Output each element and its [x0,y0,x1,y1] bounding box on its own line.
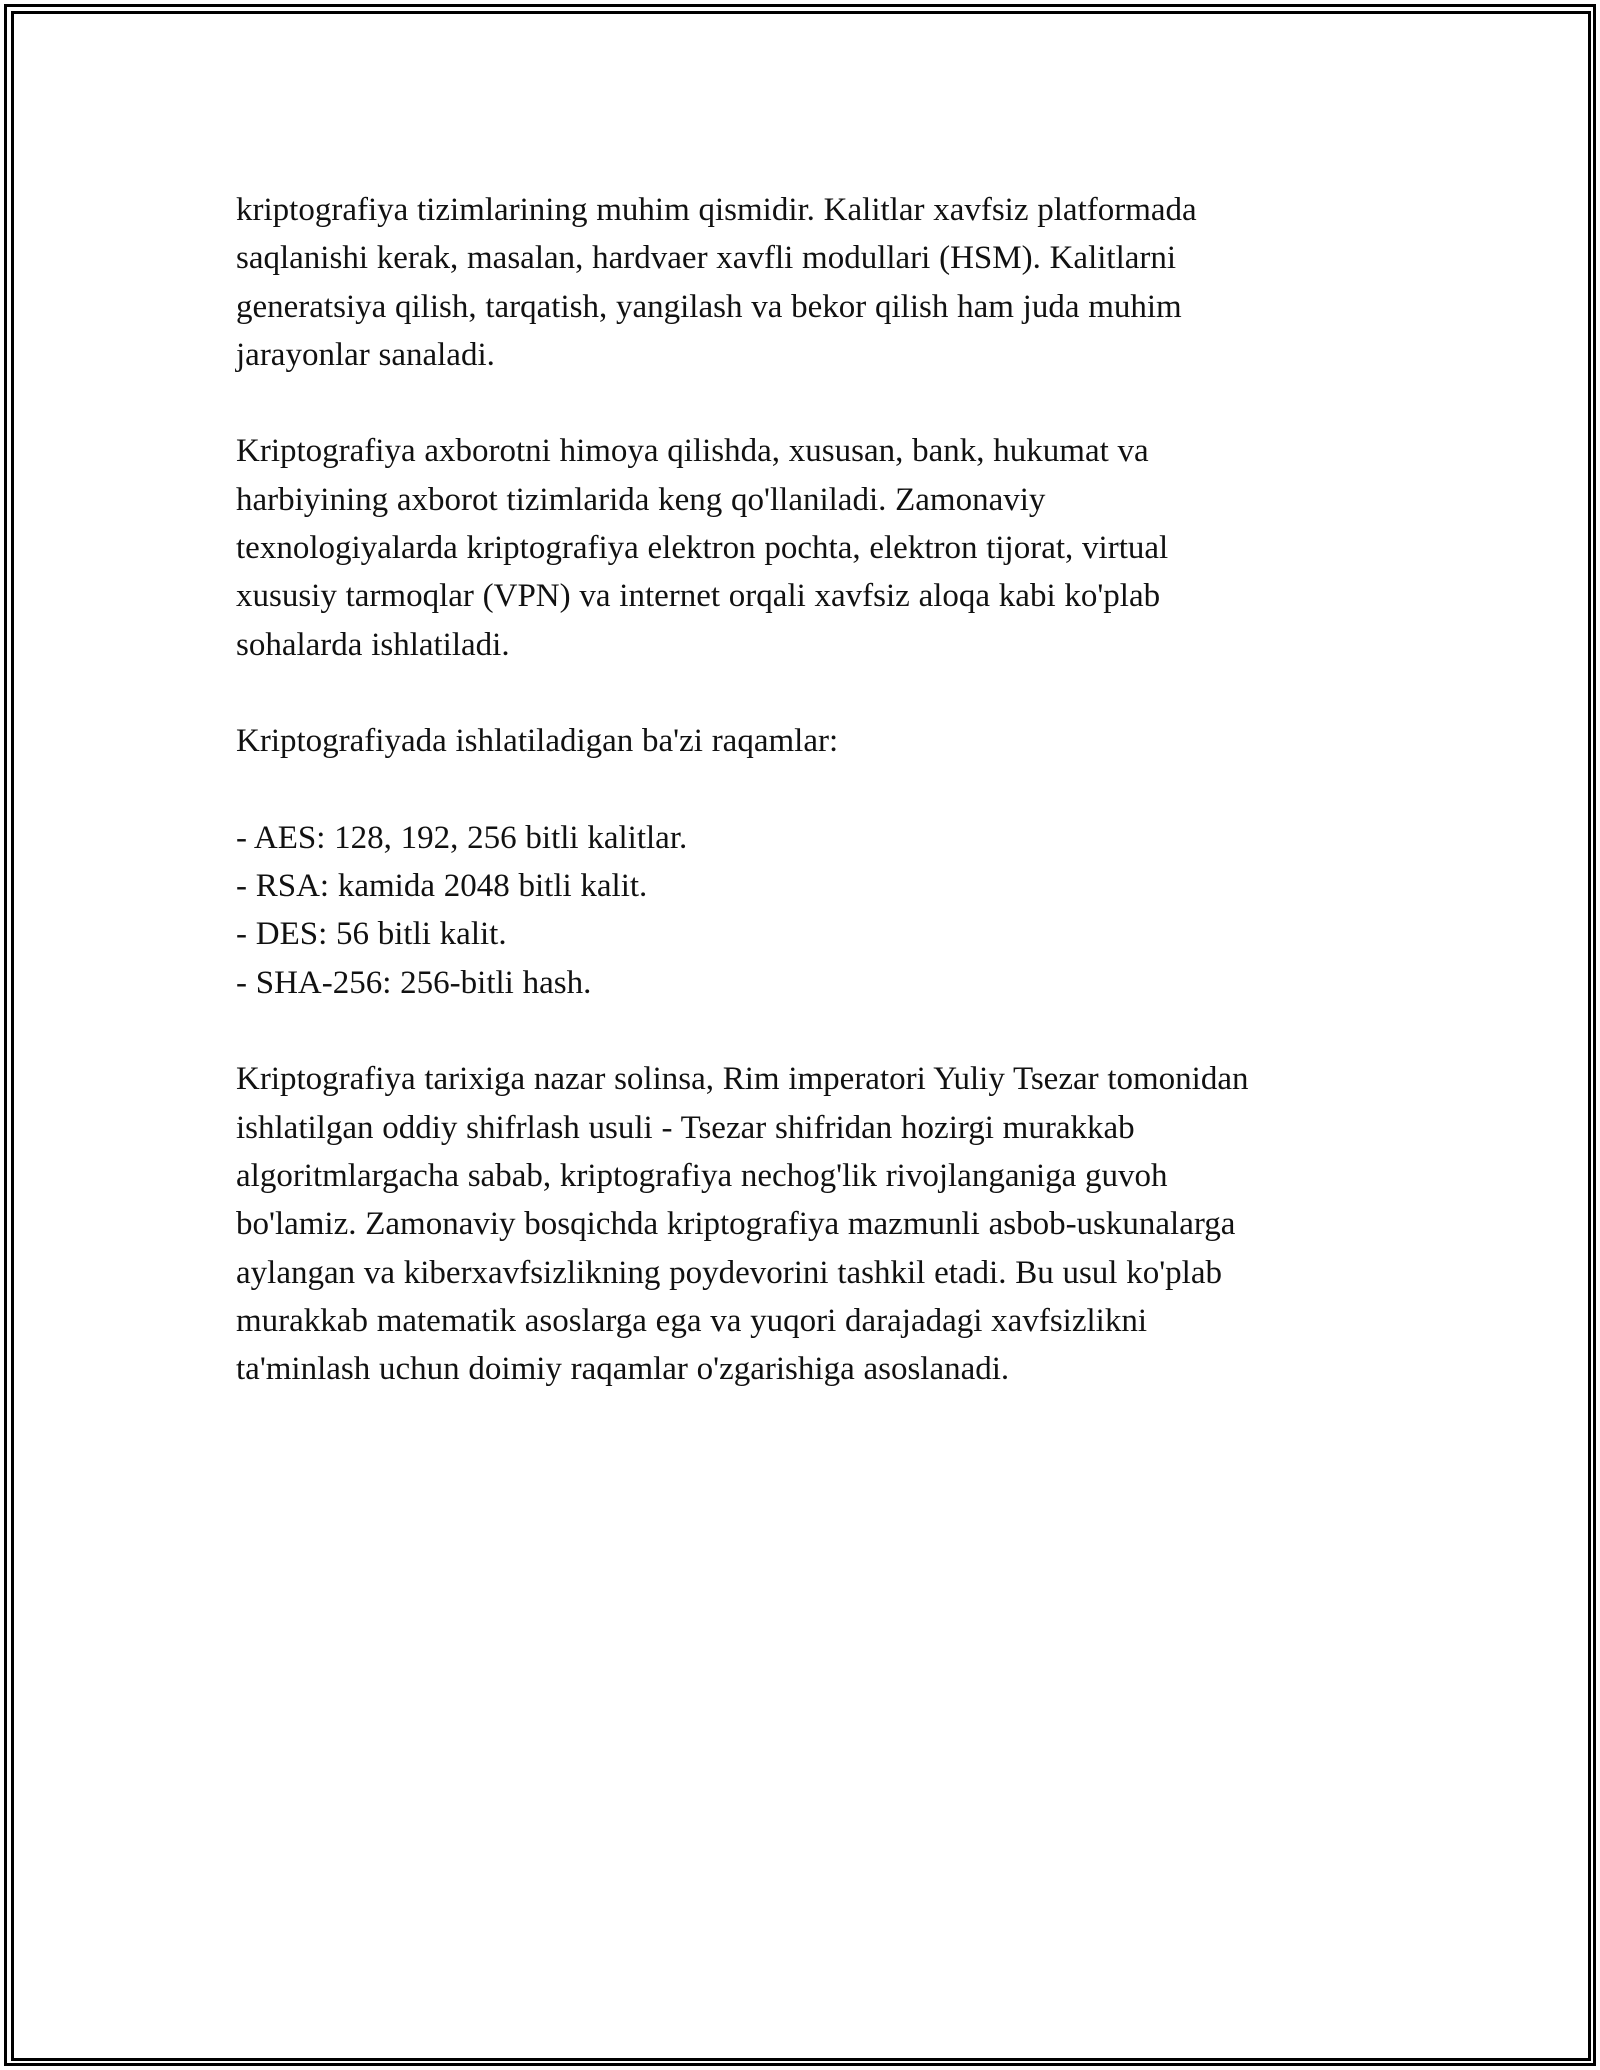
paragraph-key-management: kriptografiya tizimlarining muhim qismidir. Kalitlar xavfsiz platformada saqlanishi kerak, masalan, hardvaer xavfli modullari (HSM). Kalitlarni generatsiya qilish, tarqatish, yangilash va bekor qilish ham juda muhim jarayonlar sanaladi. [236,192,1197,373]
paragraph-numbers-intro: Kriptografiyada ishlatiladigan ba'zi raqamlar: [236,723,839,760]
document-body [236,186,1396,1442]
list-item: - SHA-256: 256-bitli hash. [236,964,592,1001]
list-item: - RSA: kamida 2048 bitli kalit. [236,868,648,905]
list-item: - AES: 128, 192, 256 bitli kalitlar. [236,819,688,856]
paragraph-history: Kriptografiya tarixiga nazar solinsa, Rim imperatori Yuliy Tsezar tomonidan ishlatilgan oddiy shifrlash usuli - Tsezar shifridan hozirgi murakkab algoritmlargacha sabab, kriptografiya nechog'lik rivojlanganiga guvoh bo'lamiz. Zamonaviy bosqichda kriptografiya mazmunli asbob-uskunalarga aylangan va kiberxavfsizlikning poydevorini tashkil etadi. Bu usul ko'plab murakkab matematik asoslarga ega va yuqori darajadagi xavfsizlikni ta'minlash uchun doimiy raqamlar o'zgarishiga asoslanadi. [236,1061,1249,1388]
list-item: - DES: 56 bitli kalit. [236,916,507,953]
paragraph-applications: Kriptografiya axborotni himoya qilishda, xususan, bank, hukumat va harbiyining axborot tizimlarida keng qo'llaniladi. Zamonaviy texnologiyalarda kriptografiya elektron pochta, elektron tijorat, virtual xususiy tarmoqlar (VPN) va internet orqali xavfsiz aloqa kabi ko'plab sohalarda ishlatiladi. [236,433,1169,663]
key-sizes-list [236,814,1396,1007]
